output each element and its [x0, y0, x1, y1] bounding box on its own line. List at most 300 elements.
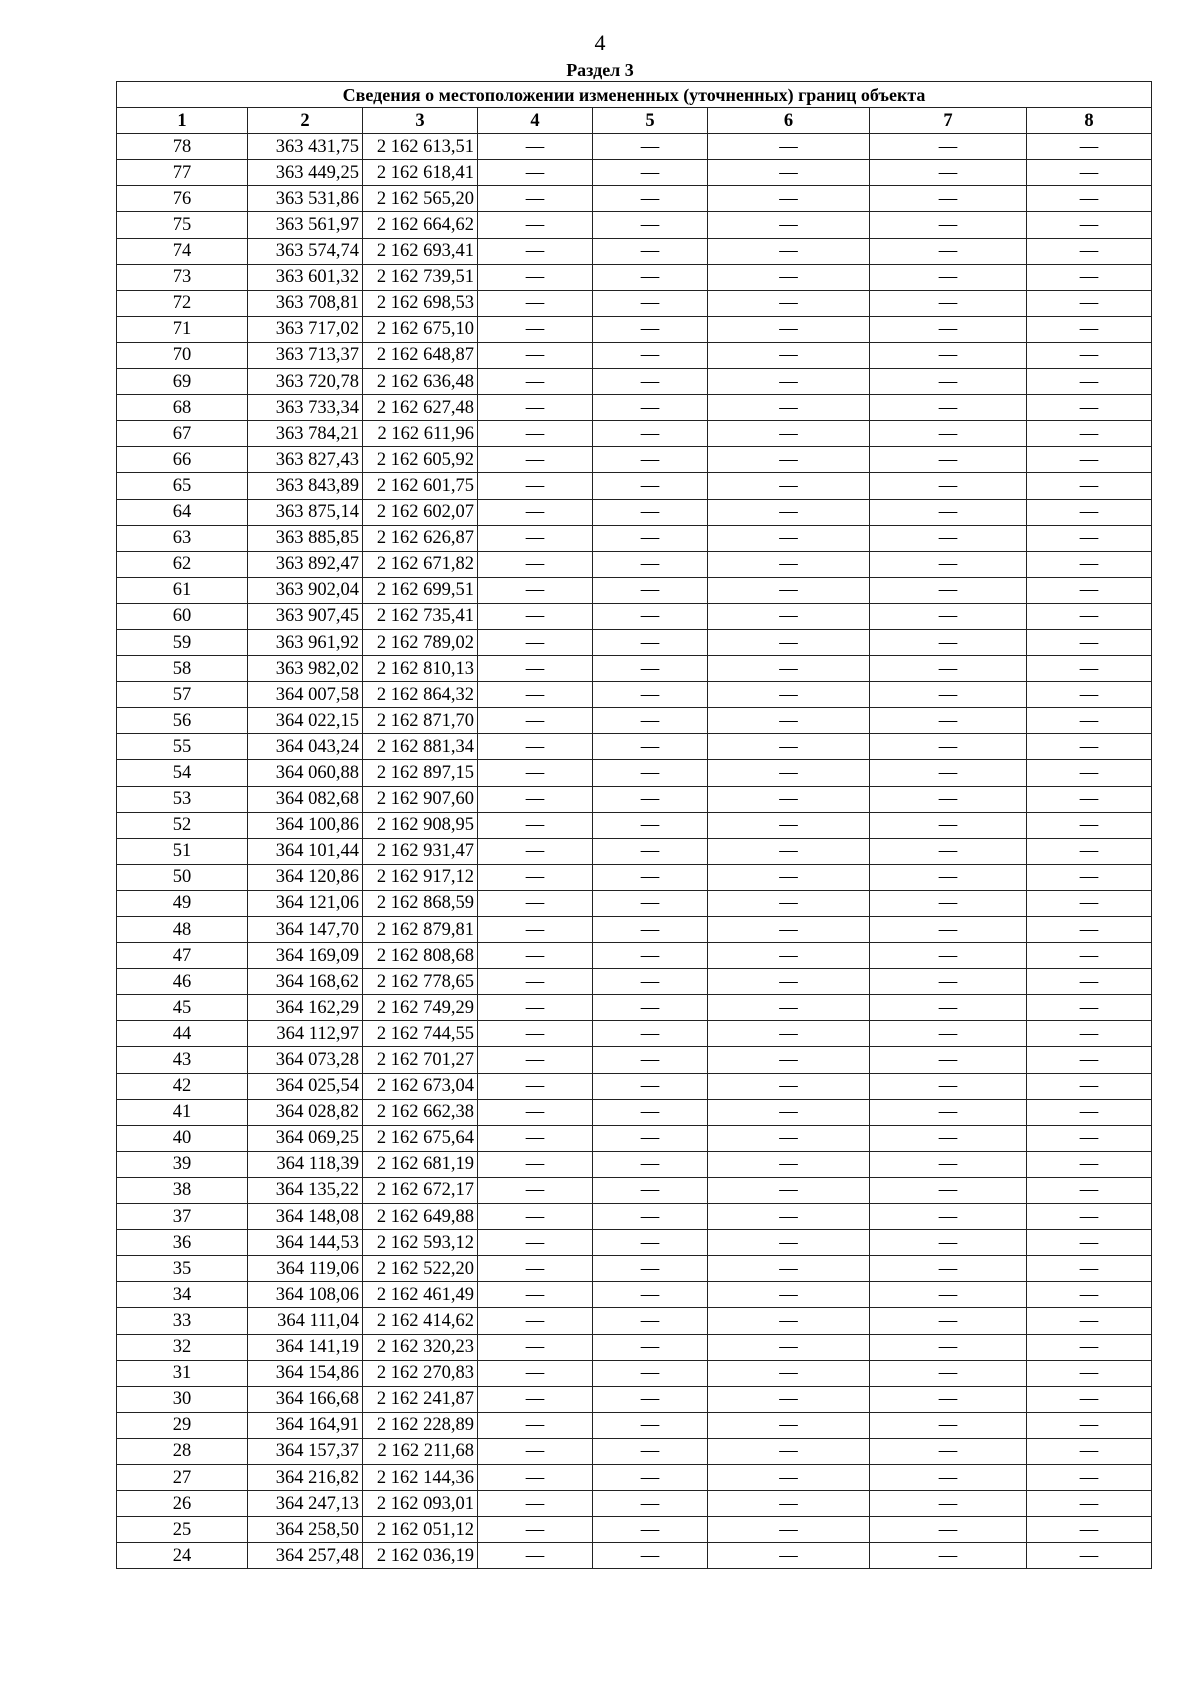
empty-value-cell: —	[1027, 917, 1152, 943]
y-coordinate-cell: 2 162 897,15	[363, 760, 478, 786]
empty-value-cell: —	[593, 1491, 708, 1517]
x-coordinate-cell: 364 147,70	[248, 917, 363, 943]
column-header: 2	[248, 108, 363, 134]
empty-value-cell: —	[478, 1360, 593, 1386]
table-row	[117, 395, 1152, 421]
empty-value-cell: —	[870, 1491, 1027, 1517]
y-coordinate-cell: 2 162 698,53	[363, 290, 478, 316]
y-coordinate-cell: 2 162 681,19	[363, 1151, 478, 1177]
empty-value-cell: —	[478, 1177, 593, 1203]
empty-value-cell: —	[708, 1099, 870, 1125]
empty-value-cell: —	[593, 473, 708, 499]
empty-value-cell: —	[708, 290, 870, 316]
empty-value-cell: —	[1027, 1125, 1152, 1151]
empty-value-cell: —	[593, 603, 708, 629]
empty-value-cell: —	[708, 760, 870, 786]
y-coordinate-cell: 2 162 228,89	[363, 1412, 478, 1438]
empty-value-cell: —	[1027, 1308, 1152, 1334]
empty-value-cell: —	[478, 1021, 593, 1047]
table-row	[117, 943, 1152, 969]
empty-value-cell: —	[1027, 1412, 1152, 1438]
empty-value-cell: —	[1027, 1230, 1152, 1256]
empty-value-cell: —	[708, 1438, 870, 1464]
empty-value-cell: —	[478, 1386, 593, 1412]
empty-value-cell: —	[1027, 1073, 1152, 1099]
empty-value-cell: —	[478, 342, 593, 368]
y-coordinate-cell: 2 162 522,20	[363, 1256, 478, 1282]
point-number-cell: 34	[117, 1282, 248, 1308]
y-coordinate-cell: 2 162 673,04	[363, 1073, 478, 1099]
x-coordinate-cell: 363 574,74	[248, 238, 363, 264]
table-row	[117, 1021, 1152, 1047]
empty-value-cell: —	[870, 499, 1027, 525]
x-coordinate-cell: 364 169,09	[248, 943, 363, 969]
empty-value-cell: —	[870, 369, 1027, 395]
empty-value-cell: —	[708, 1464, 870, 1490]
table-row	[117, 473, 1152, 499]
empty-value-cell: —	[708, 1230, 870, 1256]
y-coordinate-cell: 2 162 461,49	[363, 1282, 478, 1308]
empty-value-cell: —	[870, 1517, 1027, 1543]
point-number-cell: 70	[117, 342, 248, 368]
table-row	[117, 629, 1152, 655]
point-number-cell: 63	[117, 525, 248, 551]
table-row	[117, 1256, 1152, 1282]
empty-value-cell: —	[593, 212, 708, 238]
point-number-cell: 56	[117, 708, 248, 734]
x-coordinate-cell: 364 216,82	[248, 1464, 363, 1490]
empty-value-cell: —	[593, 264, 708, 290]
table-row	[117, 890, 1152, 916]
empty-value-cell: —	[708, 447, 870, 473]
table-row	[117, 1047, 1152, 1073]
empty-value-cell: —	[708, 1282, 870, 1308]
y-coordinate-cell: 2 162 908,95	[363, 812, 478, 838]
table-row	[117, 421, 1152, 447]
empty-value-cell: —	[593, 708, 708, 734]
point-number-cell: 35	[117, 1256, 248, 1282]
empty-value-cell: —	[478, 473, 593, 499]
empty-value-cell: —	[870, 316, 1027, 342]
empty-value-cell: —	[708, 734, 870, 760]
x-coordinate-cell: 364 060,88	[248, 760, 363, 786]
empty-value-cell: —	[870, 551, 1027, 577]
x-coordinate-cell: 364 121,06	[248, 890, 363, 916]
empty-value-cell: —	[870, 969, 1027, 995]
empty-value-cell: —	[708, 917, 870, 943]
column-header: 3	[363, 108, 478, 134]
empty-value-cell: —	[1027, 1204, 1152, 1230]
empty-value-cell: —	[708, 682, 870, 708]
x-coordinate-cell: 363 902,04	[248, 577, 363, 603]
table-caption: Сведения о местоположении измененных (уточненных) границ объекта	[117, 82, 1152, 108]
x-coordinate-cell: 363 907,45	[248, 603, 363, 629]
y-coordinate-cell: 2 162 879,81	[363, 917, 478, 943]
empty-value-cell: —	[1027, 1282, 1152, 1308]
empty-value-cell: —	[870, 1543, 1027, 1569]
table-row	[117, 342, 1152, 368]
table-row	[117, 1491, 1152, 1517]
empty-value-cell: —	[1027, 342, 1152, 368]
empty-value-cell: —	[870, 395, 1027, 421]
y-coordinate-cell: 2 162 744,55	[363, 1021, 478, 1047]
empty-value-cell: —	[593, 629, 708, 655]
empty-value-cell: —	[593, 864, 708, 890]
empty-value-cell: —	[478, 1464, 593, 1490]
empty-value-cell: —	[478, 1543, 593, 1569]
y-coordinate-cell: 2 162 864,32	[363, 682, 478, 708]
empty-value-cell: —	[708, 525, 870, 551]
x-coordinate-cell: 363 531,86	[248, 186, 363, 212]
empty-value-cell: —	[593, 421, 708, 447]
point-number-cell: 53	[117, 786, 248, 812]
table-row	[117, 995, 1152, 1021]
empty-value-cell: —	[593, 656, 708, 682]
empty-value-cell: —	[1027, 656, 1152, 682]
y-coordinate-cell: 2 162 602,07	[363, 499, 478, 525]
point-number-cell: 75	[117, 212, 248, 238]
empty-value-cell: —	[593, 1386, 708, 1412]
x-coordinate-cell: 364 100,86	[248, 812, 363, 838]
empty-value-cell: —	[708, 499, 870, 525]
empty-value-cell: —	[708, 1151, 870, 1177]
empty-value-cell: —	[708, 629, 870, 655]
point-number-cell: 47	[117, 943, 248, 969]
empty-value-cell: —	[870, 290, 1027, 316]
x-coordinate-cell: 363 601,32	[248, 264, 363, 290]
y-coordinate-cell: 2 162 871,70	[363, 708, 478, 734]
point-number-cell: 44	[117, 1021, 248, 1047]
y-coordinate-cell: 2 162 907,60	[363, 786, 478, 812]
column-header-row	[117, 108, 1152, 134]
y-coordinate-cell: 2 162 675,10	[363, 316, 478, 342]
table-row	[117, 682, 1152, 708]
empty-value-cell: —	[1027, 864, 1152, 890]
empty-value-cell: —	[708, 473, 870, 499]
empty-value-cell: —	[708, 316, 870, 342]
y-coordinate-cell: 2 162 211,68	[363, 1438, 478, 1464]
empty-value-cell: —	[708, 264, 870, 290]
empty-value-cell: —	[478, 786, 593, 812]
y-coordinate-cell: 2 162 675,64	[363, 1125, 478, 1151]
empty-value-cell: —	[478, 134, 593, 160]
x-coordinate-cell: 363 892,47	[248, 551, 363, 577]
empty-value-cell: —	[870, 682, 1027, 708]
y-coordinate-cell: 2 162 931,47	[363, 838, 478, 864]
empty-value-cell: —	[478, 969, 593, 995]
empty-value-cell: —	[708, 160, 870, 186]
empty-value-cell: —	[708, 995, 870, 1021]
empty-value-cell: —	[1027, 525, 1152, 551]
x-coordinate-cell: 364 073,28	[248, 1047, 363, 1073]
empty-value-cell: —	[478, 1047, 593, 1073]
empty-value-cell: —	[870, 447, 1027, 473]
empty-value-cell: —	[478, 238, 593, 264]
empty-value-cell: —	[593, 1073, 708, 1099]
table-row	[117, 264, 1152, 290]
x-coordinate-cell: 364 108,06	[248, 1282, 363, 1308]
empty-value-cell: —	[1027, 1491, 1152, 1517]
empty-value-cell: —	[478, 734, 593, 760]
empty-value-cell: —	[708, 969, 870, 995]
empty-value-cell: —	[1027, 134, 1152, 160]
point-number-cell: 41	[117, 1099, 248, 1125]
x-coordinate-cell: 364 119,06	[248, 1256, 363, 1282]
empty-value-cell: —	[870, 734, 1027, 760]
empty-value-cell: —	[1027, 995, 1152, 1021]
point-number-cell: 66	[117, 447, 248, 473]
empty-value-cell: —	[708, 1360, 870, 1386]
empty-value-cell: —	[478, 1230, 593, 1256]
empty-value-cell: —	[870, 1360, 1027, 1386]
empty-value-cell: —	[708, 1204, 870, 1230]
y-coordinate-cell: 2 162 917,12	[363, 864, 478, 890]
empty-value-cell: —	[593, 1360, 708, 1386]
empty-value-cell: —	[593, 342, 708, 368]
empty-value-cell: —	[1027, 499, 1152, 525]
y-coordinate-cell: 2 162 601,75	[363, 473, 478, 499]
empty-value-cell: —	[870, 1282, 1027, 1308]
x-coordinate-cell: 364 144,53	[248, 1230, 363, 1256]
x-coordinate-cell: 364 247,13	[248, 1491, 363, 1517]
y-coordinate-cell: 2 162 749,29	[363, 995, 478, 1021]
empty-value-cell: —	[870, 1073, 1027, 1099]
column-header: 5	[593, 108, 708, 134]
empty-value-cell: —	[593, 395, 708, 421]
empty-value-cell: —	[1027, 786, 1152, 812]
x-coordinate-cell: 363 717,02	[248, 316, 363, 342]
empty-value-cell: —	[870, 342, 1027, 368]
table-row	[117, 1073, 1152, 1099]
empty-value-cell: —	[478, 629, 593, 655]
point-number-cell: 64	[117, 499, 248, 525]
empty-value-cell: —	[870, 838, 1027, 864]
empty-value-cell: —	[708, 1334, 870, 1360]
point-number-cell: 78	[117, 134, 248, 160]
empty-value-cell: —	[708, 708, 870, 734]
table-row	[117, 1386, 1152, 1412]
empty-value-cell: —	[478, 264, 593, 290]
empty-value-cell: —	[478, 1517, 593, 1543]
column-header: 7	[870, 108, 1027, 134]
empty-value-cell: —	[593, 1282, 708, 1308]
empty-value-cell: —	[593, 917, 708, 943]
empty-value-cell: —	[593, 290, 708, 316]
point-number-cell: 28	[117, 1438, 248, 1464]
table-row	[117, 1230, 1152, 1256]
empty-value-cell: —	[870, 786, 1027, 812]
empty-value-cell: —	[708, 342, 870, 368]
empty-value-cell: —	[870, 577, 1027, 603]
empty-value-cell: —	[478, 1204, 593, 1230]
y-coordinate-cell: 2 162 626,87	[363, 525, 478, 551]
point-number-cell: 76	[117, 186, 248, 212]
y-coordinate-cell: 2 162 036,19	[363, 1543, 478, 1569]
empty-value-cell: —	[478, 656, 593, 682]
empty-value-cell: —	[708, 812, 870, 838]
empty-value-cell: —	[1027, 551, 1152, 577]
empty-value-cell: —	[708, 421, 870, 447]
empty-value-cell: —	[478, 160, 593, 186]
y-coordinate-cell: 2 162 693,41	[363, 238, 478, 264]
y-coordinate-cell: 2 162 636,48	[363, 369, 478, 395]
x-coordinate-cell: 364 043,24	[248, 734, 363, 760]
empty-value-cell: —	[1027, 186, 1152, 212]
empty-value-cell: —	[478, 1412, 593, 1438]
empty-value-cell: —	[1027, 369, 1152, 395]
point-number-cell: 72	[117, 290, 248, 316]
empty-value-cell: —	[870, 212, 1027, 238]
empty-value-cell: —	[478, 1099, 593, 1125]
point-number-cell: 38	[117, 1177, 248, 1203]
table-row	[117, 238, 1152, 264]
point-number-cell: 31	[117, 1360, 248, 1386]
empty-value-cell: —	[1027, 629, 1152, 655]
table-row	[117, 969, 1152, 995]
empty-value-cell: —	[1027, 708, 1152, 734]
table-row	[117, 917, 1152, 943]
empty-value-cell: —	[870, 1021, 1027, 1047]
y-coordinate-cell: 2 162 414,62	[363, 1308, 478, 1334]
x-coordinate-cell: 363 449,25	[248, 160, 363, 186]
empty-value-cell: —	[593, 1256, 708, 1282]
empty-value-cell: —	[708, 551, 870, 577]
y-coordinate-cell: 2 162 735,41	[363, 603, 478, 629]
empty-value-cell: —	[870, 1334, 1027, 1360]
empty-value-cell: —	[593, 1021, 708, 1047]
table-body	[117, 134, 1152, 1569]
empty-value-cell: —	[870, 760, 1027, 786]
empty-value-cell: —	[870, 1230, 1027, 1256]
table-row	[117, 838, 1152, 864]
empty-value-cell: —	[593, 890, 708, 916]
empty-value-cell: —	[478, 838, 593, 864]
point-number-cell: 40	[117, 1125, 248, 1151]
table-row	[117, 864, 1152, 890]
empty-value-cell: —	[478, 1308, 593, 1334]
empty-value-cell: —	[593, 1308, 708, 1334]
x-coordinate-cell: 364 135,22	[248, 1177, 363, 1203]
y-coordinate-cell: 2 162 649,88	[363, 1204, 478, 1230]
empty-value-cell: —	[870, 995, 1027, 1021]
empty-value-cell: —	[478, 369, 593, 395]
empty-value-cell: —	[1027, 943, 1152, 969]
empty-value-cell: —	[708, 1308, 870, 1334]
empty-value-cell: —	[708, 656, 870, 682]
table-row	[117, 1543, 1152, 1569]
empty-value-cell: —	[478, 708, 593, 734]
table-row	[117, 369, 1152, 395]
x-coordinate-cell: 363 982,02	[248, 656, 363, 682]
x-coordinate-cell: 364 111,04	[248, 1308, 363, 1334]
empty-value-cell: —	[1027, 1360, 1152, 1386]
x-coordinate-cell: 364 082,68	[248, 786, 363, 812]
x-coordinate-cell: 364 069,25	[248, 1125, 363, 1151]
empty-value-cell: —	[593, 577, 708, 603]
empty-value-cell: —	[478, 943, 593, 969]
empty-value-cell: —	[478, 316, 593, 342]
table-row	[117, 447, 1152, 473]
empty-value-cell: —	[708, 1256, 870, 1282]
y-coordinate-cell: 2 162 241,87	[363, 1386, 478, 1412]
empty-value-cell: —	[1027, 212, 1152, 238]
point-number-cell: 32	[117, 1334, 248, 1360]
point-number-cell: 30	[117, 1386, 248, 1412]
empty-value-cell: —	[1027, 421, 1152, 447]
empty-value-cell: —	[1027, 447, 1152, 473]
point-number-cell: 52	[117, 812, 248, 838]
empty-value-cell: —	[478, 917, 593, 943]
empty-value-cell: —	[870, 421, 1027, 447]
empty-value-cell: —	[593, 447, 708, 473]
empty-value-cell: —	[593, 969, 708, 995]
point-number-cell: 62	[117, 551, 248, 577]
point-number-cell: 50	[117, 864, 248, 890]
table-row	[117, 1282, 1152, 1308]
point-number-cell: 46	[117, 969, 248, 995]
empty-value-cell: —	[1027, 577, 1152, 603]
empty-value-cell: —	[708, 1073, 870, 1099]
empty-value-cell: —	[1027, 1256, 1152, 1282]
x-coordinate-cell: 364 257,48	[248, 1543, 363, 1569]
empty-value-cell: —	[870, 1308, 1027, 1334]
point-number-cell: 69	[117, 369, 248, 395]
point-number-cell: 27	[117, 1464, 248, 1490]
x-coordinate-cell: 364 166,68	[248, 1386, 363, 1412]
point-number-cell: 45	[117, 995, 248, 1021]
y-coordinate-cell: 2 162 739,51	[363, 264, 478, 290]
empty-value-cell: —	[478, 1073, 593, 1099]
table-row	[117, 290, 1152, 316]
y-coordinate-cell: 2 162 868,59	[363, 890, 478, 916]
empty-value-cell: —	[593, 369, 708, 395]
point-number-cell: 55	[117, 734, 248, 760]
x-coordinate-cell: 364 164,91	[248, 1412, 363, 1438]
empty-value-cell: —	[870, 1256, 1027, 1282]
empty-value-cell: —	[708, 1412, 870, 1438]
empty-value-cell: —	[870, 1412, 1027, 1438]
empty-value-cell: —	[593, 1047, 708, 1073]
y-coordinate-cell: 2 162 662,38	[363, 1099, 478, 1125]
column-header: 8	[1027, 108, 1152, 134]
empty-value-cell: —	[478, 603, 593, 629]
table-row	[117, 134, 1152, 160]
empty-value-cell: —	[593, 1412, 708, 1438]
table-row	[117, 1517, 1152, 1543]
y-coordinate-cell: 2 162 627,48	[363, 395, 478, 421]
empty-value-cell: —	[1027, 1151, 1152, 1177]
point-number-cell: 48	[117, 917, 248, 943]
table-row	[117, 708, 1152, 734]
empty-value-cell: —	[870, 812, 1027, 838]
empty-value-cell: —	[708, 1491, 870, 1517]
empty-value-cell: —	[593, 1464, 708, 1490]
empty-value-cell: —	[708, 603, 870, 629]
point-number-cell: 54	[117, 760, 248, 786]
y-coordinate-cell: 2 162 605,92	[363, 447, 478, 473]
point-number-cell: 71	[117, 316, 248, 342]
x-coordinate-cell: 363 961,92	[248, 629, 363, 655]
empty-value-cell: —	[478, 890, 593, 916]
empty-value-cell: —	[478, 186, 593, 212]
x-coordinate-cell: 364 025,54	[248, 1073, 363, 1099]
empty-value-cell: —	[478, 682, 593, 708]
empty-value-cell: —	[708, 786, 870, 812]
empty-value-cell: —	[593, 134, 708, 160]
empty-value-cell: —	[1027, 160, 1152, 186]
point-number-cell: 39	[117, 1151, 248, 1177]
empty-value-cell: —	[870, 1204, 1027, 1230]
